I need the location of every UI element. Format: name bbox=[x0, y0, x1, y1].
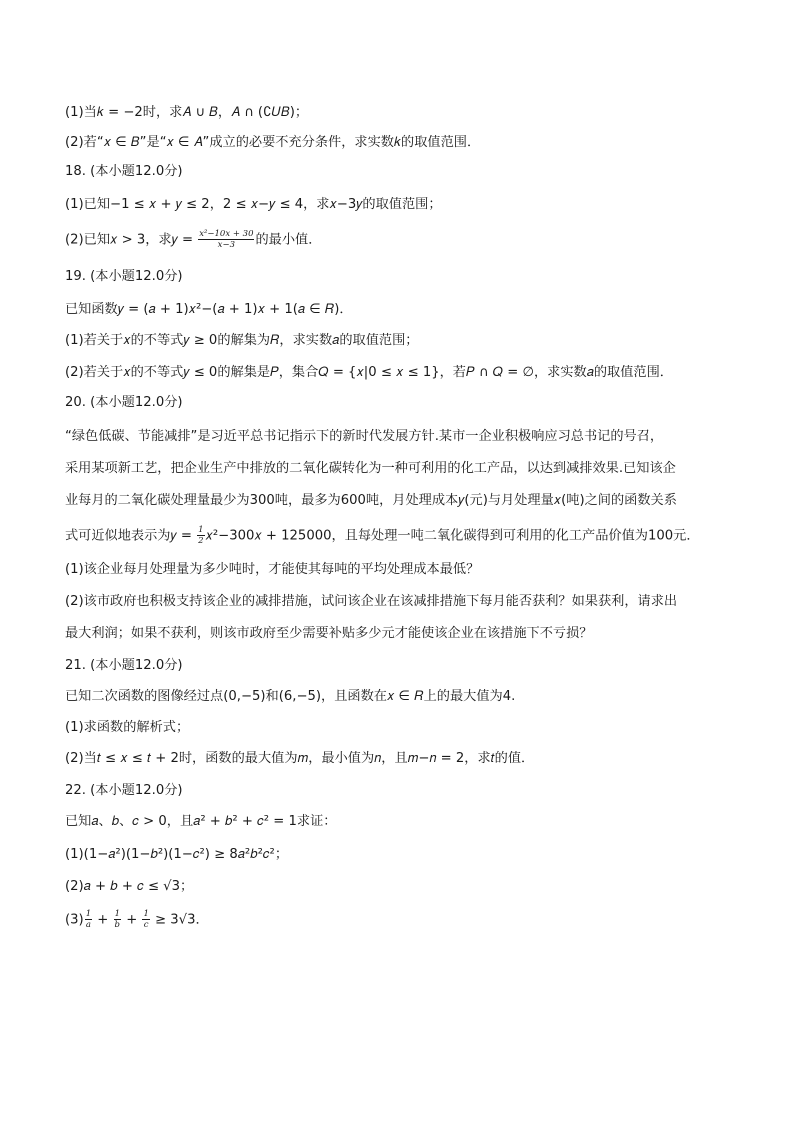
q22-part2: (2)𝑎 + 𝑏 + 𝑐 ≤ √3； bbox=[65, 879, 194, 894]
q18-header: 18. (本小题12.0分) bbox=[65, 164, 183, 179]
q20-stem-line2: 采用某项新工艺，把企业生产中排放的二氧化碳转化为一种可利用的化工产品，以达到减排效果.已知该企 bbox=[65, 461, 676, 476]
q20-fraction-numerator: 1 bbox=[198, 525, 204, 535]
q17-part1: (1)当𝑘 = −2时，求𝐴 ∪ 𝐵，𝐴 ∩ (∁𝑈𝐵)； bbox=[65, 105, 309, 120]
q20-header: 20. (本小题12.0分) bbox=[65, 395, 183, 410]
q22-part3 bbox=[65, 909, 734, 931]
q19-header: 19. (本小题12.0分) bbox=[65, 269, 183, 284]
q19-part2: (2)若关于𝑥的不等式𝑦 ≤ 0的解集是𝑃，集合𝑄 = {𝑥|0 ≤ 𝑥 ≤ 1}，若𝑃 ∩ 𝑄 = ∅，求实数𝑎的取值范围． bbox=[65, 365, 673, 380]
q18-fraction bbox=[198, 229, 254, 250]
q18-fraction-numerator: 𝑥²−10𝑥 + 30 bbox=[199, 229, 254, 239]
q20-part1: (1)该企业每月处理量为多少吨时，才能使其每吨的平均处理成本最低？ bbox=[65, 562, 480, 577]
q22-fraction-1 bbox=[85, 909, 92, 930]
q20-formula-prefix: 式可近似地表示为𝑦 = bbox=[65, 528, 197, 544]
q22-fraction-3 bbox=[142, 909, 149, 930]
q20-stem-line1: “绿色低碳、节能减排”是习近平总书记指示下的新时代发展方针.某市一企业积极响应习总书记的号召， bbox=[65, 429, 664, 444]
q20-part2-line2: 最大利润；如果不获利，则该市政府至少需要补贴多少元才能使该企业在该措施下不亏损？ bbox=[65, 626, 593, 641]
q22-fraction-3-denominator: 𝑐 bbox=[143, 920, 149, 930]
q20-fraction-denominator: 2 bbox=[198, 536, 204, 546]
q19-stem: 已知函数𝑦 = (𝑎 + 1)𝑥²−(𝑎 + 1)𝑥 + 1(𝑎 ∈ 𝑅)． bbox=[65, 302, 353, 317]
q18-part2-prefix: (2)已知𝑥 > 3，求𝑦 = bbox=[65, 232, 198, 248]
q22-fraction-3-numerator: 1 bbox=[143, 909, 149, 919]
q18-part2 bbox=[65, 229, 734, 251]
q20-fraction bbox=[197, 525, 204, 546]
q22-fraction-2 bbox=[114, 909, 121, 930]
q20-stem-line3: 业每月的二氧化碳处理量最少为300吨，最多为600吨，月处理成本𝑦(元)与月处理量𝑥(吨)之间的函数关系 bbox=[65, 493, 677, 508]
q21-header: 21. (本小题12.0分) bbox=[65, 658, 183, 673]
q22-fraction-2-numerator: 1 bbox=[114, 909, 120, 919]
q20-formula-rest: 𝑥²−300𝑥 + 125000，且每处理一吨二氧化碳得到可利用的化工产品价值为100元． bbox=[205, 528, 700, 544]
q20-stem-line4 bbox=[65, 525, 734, 547]
q22-stem: 已知𝑎、𝑏、𝑐 > 0，且𝑎² + 𝑏² + 𝑐² = 1求证： bbox=[65, 814, 337, 829]
q22-plus-2: + bbox=[122, 912, 142, 928]
q18-fraction-denominator: 𝑥−3 bbox=[217, 240, 235, 250]
q22-fraction-1-denominator: 𝑎 bbox=[85, 920, 91, 930]
q21-part1: (1)求函数的解析式； bbox=[65, 720, 190, 735]
q22-part3-suffix: ≥ 3√3． bbox=[150, 912, 209, 928]
q21-part2: (2)当𝑡 ≤ 𝑥 ≤ 𝑡 + 2时，函数的最大值为𝑚，最小值为𝑛，且𝑚−𝑛 = 2，求𝑡的值． bbox=[65, 751, 535, 766]
q22-fraction-1-numerator: 1 bbox=[85, 909, 92, 919]
q22-header: 22. (本小题12.0分) bbox=[65, 783, 183, 798]
q21-stem: 已知二次函数的图像经过点(0,−5)和(6,−5)，且函数在𝑥 ∈ 𝑅上的最大值为4. bbox=[65, 689, 516, 704]
q22-fraction-2-denominator: 𝑏 bbox=[114, 920, 120, 930]
q18-part1: (1)已知−1 ≤ 𝑥 + 𝑦 ≤ 2，2 ≤ 𝑥−𝑦 ≤ 4，求𝑥−3𝑦的取值范围； bbox=[65, 197, 442, 212]
q17-part2: (2)若“𝑥 ∈ 𝐵”是“𝑥 ∈ 𝐴”成立的必要不充分条件，求实数𝑘的取值范围． bbox=[65, 135, 481, 150]
q19-part1: (1)若关于𝑥的不等式𝑦 ≥ 0的解集为𝑅，求实数𝑎的取值范围； bbox=[65, 333, 419, 348]
q18-part2-suffix: 的最小值． bbox=[255, 232, 322, 248]
q22-plus-1: + bbox=[93, 912, 113, 928]
q22-part3-prefix: (3) bbox=[65, 912, 84, 928]
q20-part2-line1: (2)该市政府也积极支持该企业的减排措施，试问该企业在该减排措施下每月能否获利？如果获利，请求出 bbox=[65, 594, 678, 609]
q22-part1: (1)(1−𝑎²)(1−𝑏²)(1−𝑐²) ≥ 8𝑎²𝑏²𝑐²； bbox=[65, 847, 289, 862]
